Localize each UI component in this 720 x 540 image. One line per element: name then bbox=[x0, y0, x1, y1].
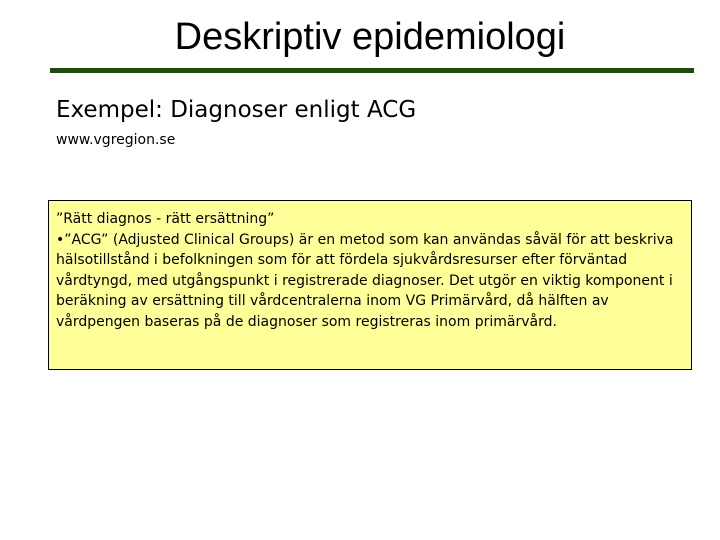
box-heading: ”Rätt diagnos - rätt ersättning” bbox=[56, 211, 275, 227]
slide-subtitle: Exempel: Diagnoser enligt ACG bbox=[56, 97, 417, 123]
slide-title: Deskriptiv epidemiologi bbox=[174, 16, 566, 58]
acg-info-box bbox=[48, 200, 692, 370]
title-divider bbox=[50, 68, 694, 73]
box-bullet-text: •”ACG” (Adjusted Clinical Groups) är en metod som kan användas såväl för att beskriva hälsotillstånd i befolkningen som för att fördela sjukvårdsresurser efter förväntad vårdtyngd, med utgångspunkt i registrerade diagnoser. Det utgör en viktig komponent i beräkning av ersättning till vårdcentralerna inom VG Primärvård, då hälften av vårdpengen baseras på de diagnoser som registreras inom primärvård. bbox=[56, 231, 674, 330]
source-url: www.vgregion.se bbox=[56, 132, 176, 148]
